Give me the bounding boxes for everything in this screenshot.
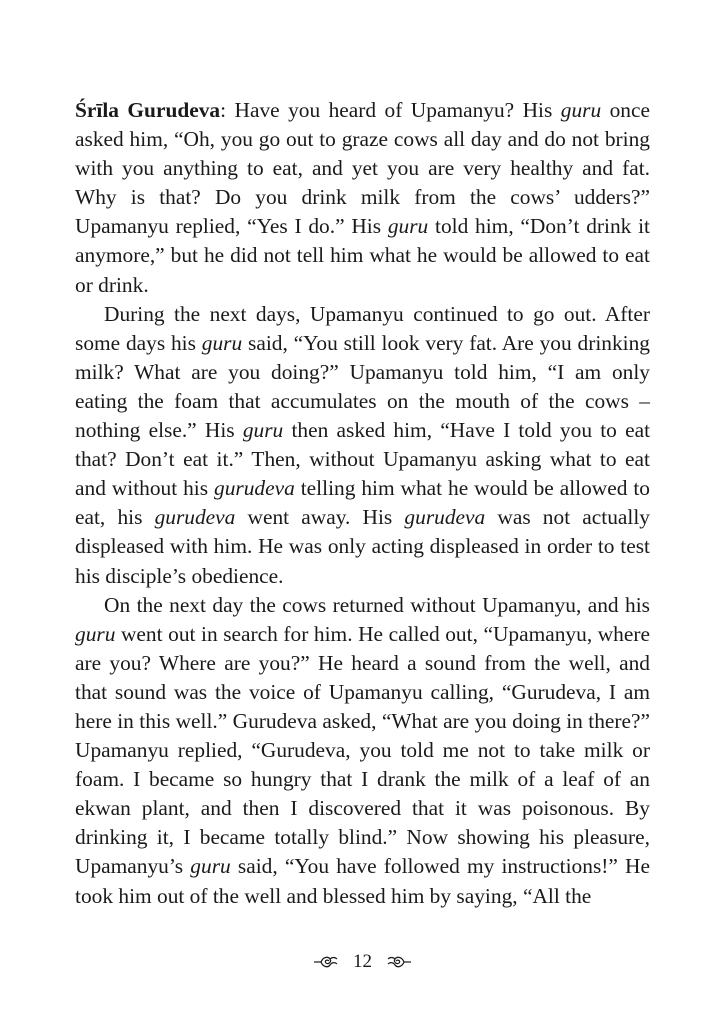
italic-term: guru	[201, 330, 243, 355]
italic-term: gurudeva	[404, 505, 486, 530]
italic-term: gurudeva	[154, 505, 236, 530]
text-run: went out in search for him. He called out, “Upamanyu, where are you? Where are you?” He heard a sound from the well, and that sound was the voice of Upamanyu calling, “Gurudeva, I am here in this well.” Gurudeva asked, “What are you doing in there?” Upamanyu replied, “Gurudeva, you told me not to take milk or foam. I became so hungry that I drank the milk of a leaf of an ekwan plant, and then I discovered that it was poisonous. By drinking it, I became totally blind.” Now showing his pleasure, Upamanyu’s	[75, 621, 650, 879]
italic-term: guru	[242, 418, 284, 443]
text-run: telling him what he would be allowed to eat, his	[75, 476, 650, 530]
text-run: : Have you heard of Upamanyu? His	[220, 98, 561, 122]
italic-term: guru	[560, 98, 602, 122]
italic-term: guru	[387, 214, 429, 239]
text-run: once asked him, “Oh, you go out to graze cows all day and do not bring with you anything to eat, and yet you are very healthy and fat. Why is that? Do you drink milk from the cows’ udders?” Upamanyu replied, “Yes I do.” His	[75, 98, 650, 239]
text-run: told him, “Don’t drink it anymore,” but he did not tell him what he would be allowed to eat or drink.	[75, 214, 650, 297]
italic-term: gurudeva	[214, 476, 295, 501]
speaker-label: Śrīla Gurudeva	[75, 98, 221, 122]
left-floral-ornament-icon	[313, 953, 339, 971]
right-floral-ornament-icon	[386, 953, 412, 971]
paragraph-2	[75, 300, 650, 591]
paragraph-1	[75, 96, 650, 300]
body-text	[75, 96, 650, 911]
text-run: said, “You still look very fat. Are you drinking milk? What are you doing?” Upamanyu told him, “I am only eating the foam that accumulates on the mouth of the cows – nothing else.” His	[75, 330, 650, 443]
text-run: then asked him, “Have I told you to eat that? Don’t eat it.” Then, without Upamanyu asking what to eat and without his	[75, 418, 651, 501]
italic-term: guru	[75, 621, 116, 646]
page-number: 12	[353, 951, 372, 972]
text-run: was not actually displeased with him. He was only acting displeased in order to test his disciple’s obedience.	[75, 505, 651, 588]
page-footer	[0, 948, 725, 976]
text-run: During the next days, Upamanyu continued to go out. After some days his	[75, 301, 650, 355]
text-run: said, “You have followed my instructions!” He took him out of the well and blessed him by saying, “All the	[75, 854, 650, 908]
text-run: went away. His	[235, 505, 405, 530]
paragraph-3	[75, 591, 650, 911]
text-run: On the next day the cows returned without Upamanyu, and his	[104, 592, 650, 617]
italic-term: guru	[190, 854, 231, 879]
